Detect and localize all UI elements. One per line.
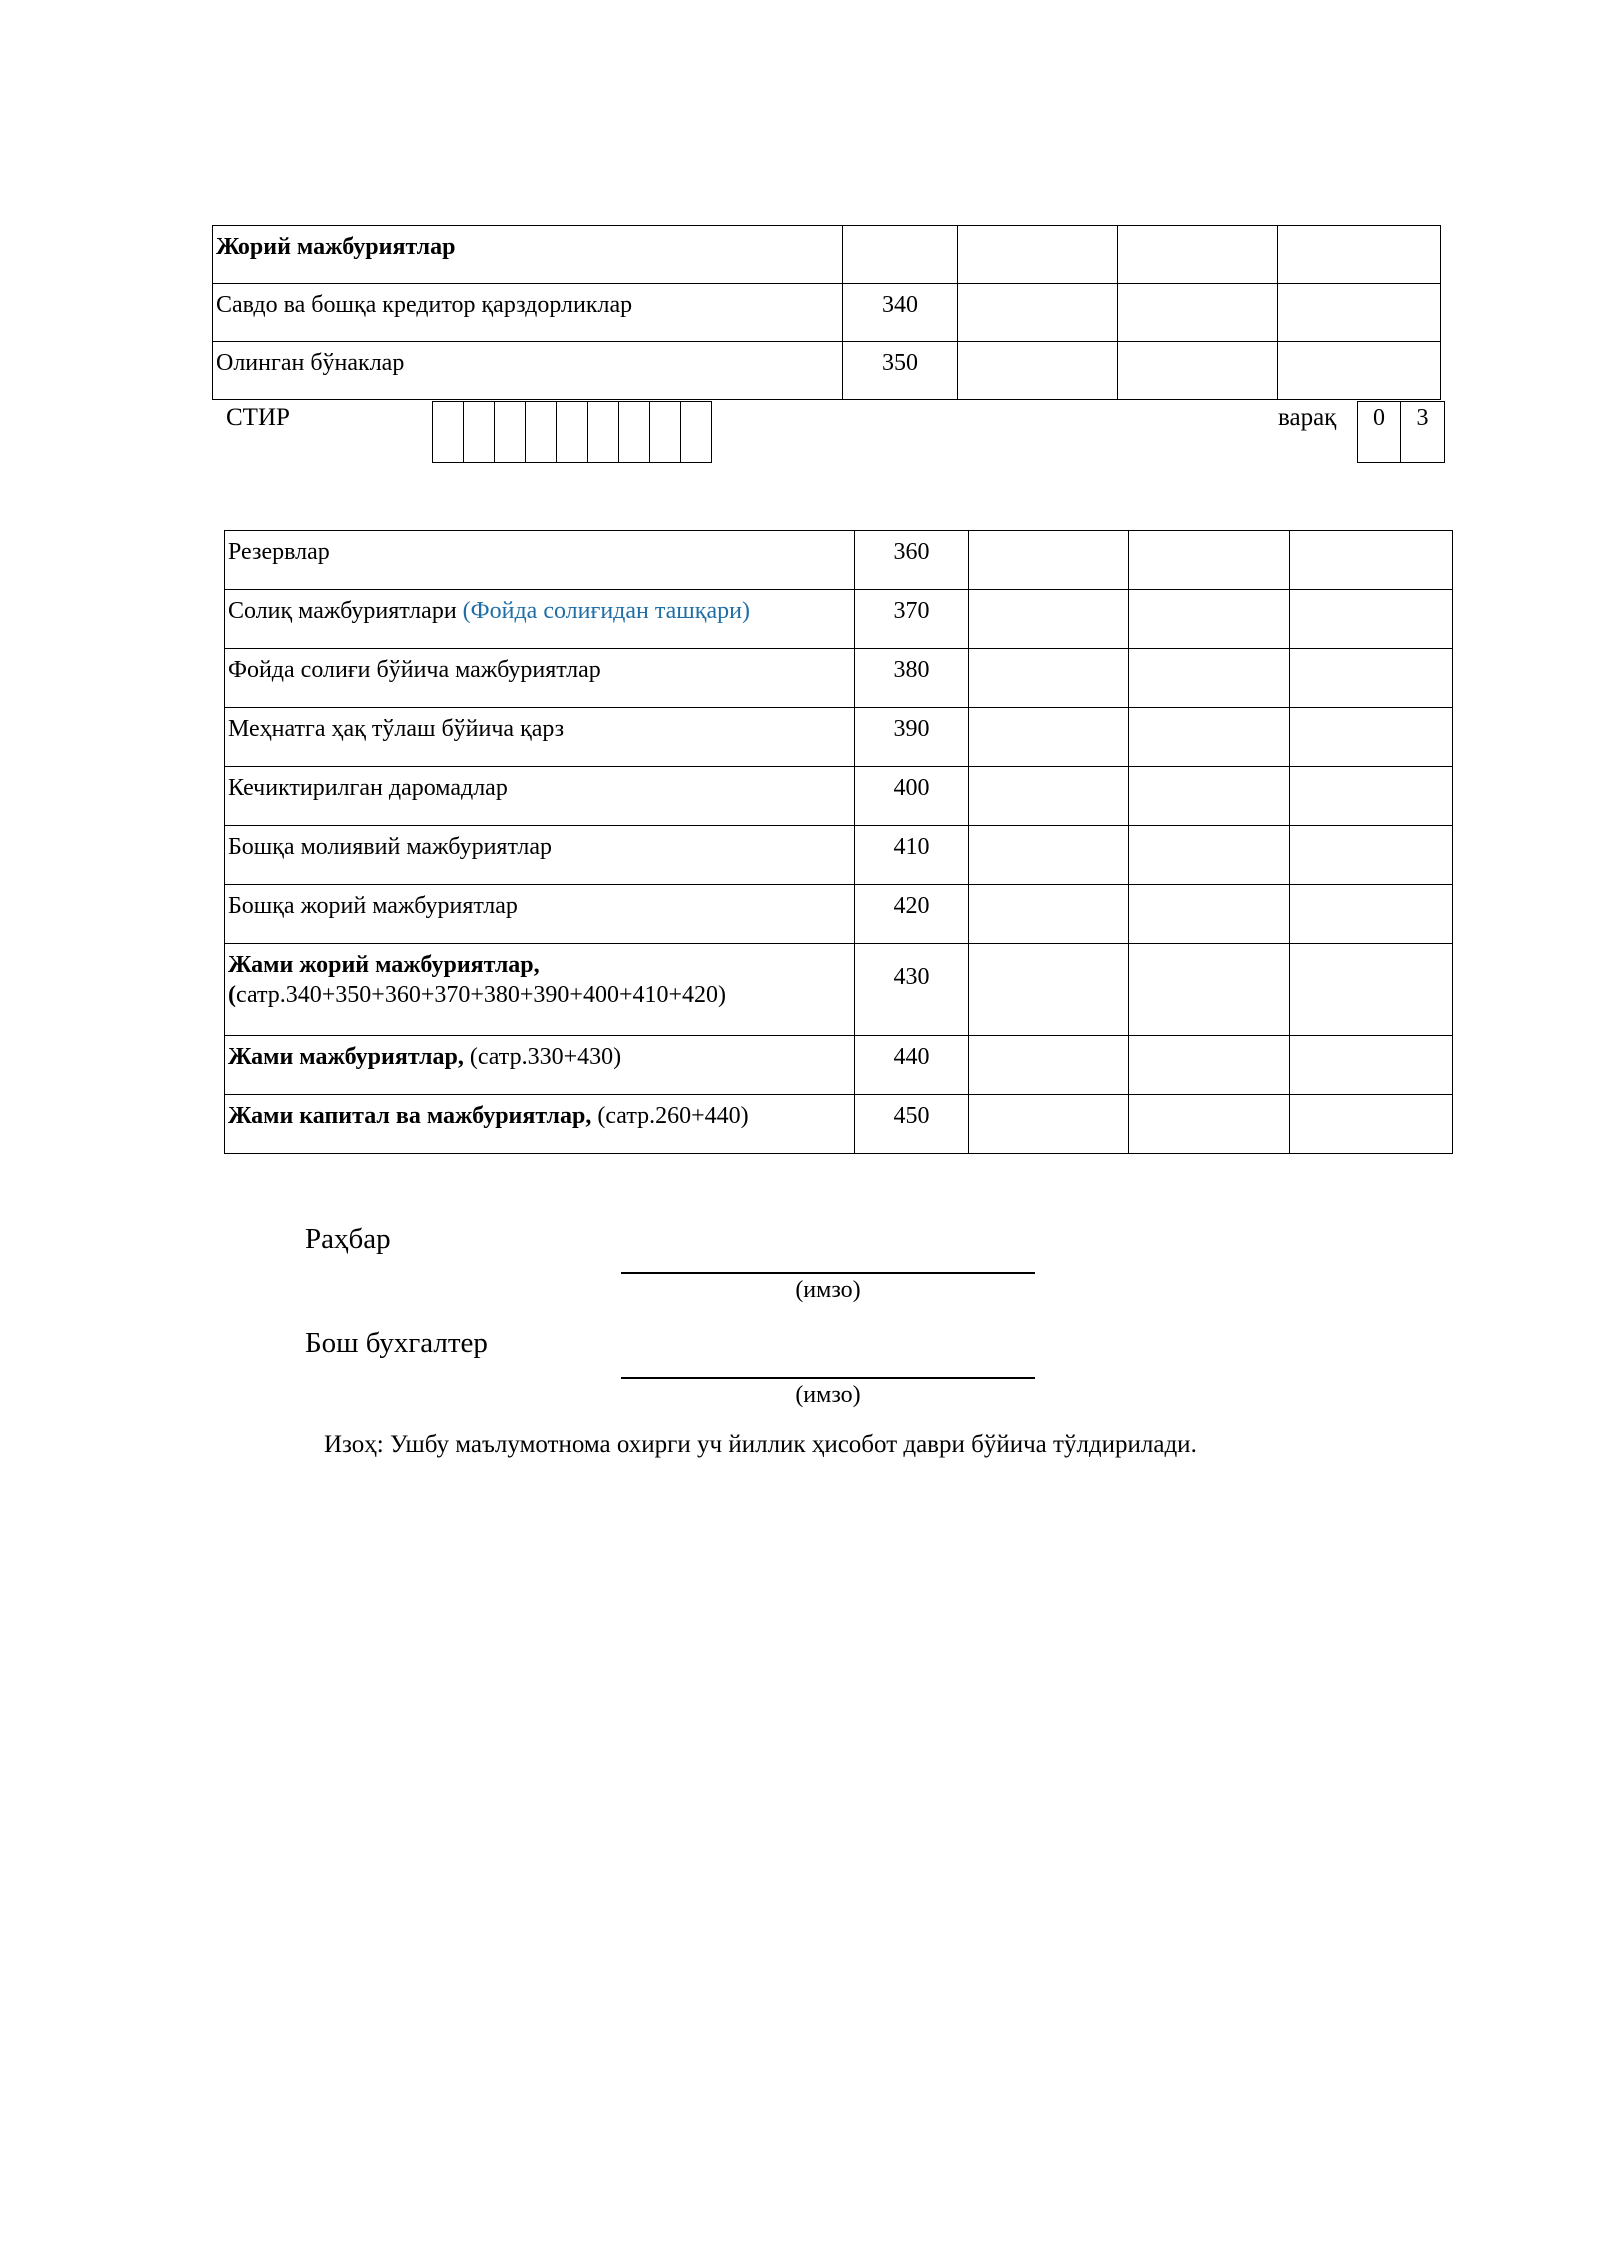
row-label-bold: Жами мажбуриятлар,: [228, 1044, 464, 1070]
table-row: [213, 342, 1441, 400]
stir-digit-box[interactable]: [557, 402, 588, 462]
row-label: Бошқа жорий мажбуриятлар: [225, 885, 855, 944]
value-cell[interactable]: [1278, 342, 1441, 400]
row-label-formula: (сатр.330+430): [463, 1044, 622, 1070]
value-cell[interactable]: [1290, 1036, 1453, 1095]
value-cell[interactable]: [958, 284, 1118, 342]
row-code: 360: [855, 531, 969, 590]
value-cell[interactable]: [1290, 708, 1453, 767]
value-cell[interactable]: [969, 531, 1129, 590]
liabilities-table-top: [212, 225, 1441, 400]
head-signature-line[interactable]: [621, 1272, 1035, 1274]
head-title: Раҳбар: [305, 1223, 391, 1255]
row-label-formula: (сатр.260+440): [591, 1103, 749, 1129]
stir-digit-box[interactable]: [681, 402, 711, 462]
accountant-title: Бош бухгалтер: [305, 1327, 488, 1359]
row-label-note: (Фойда солиғидан ташқари): [462, 598, 750, 624]
row-label: [225, 1036, 855, 1095]
table-row: [225, 708, 1453, 767]
table-row: [225, 826, 1453, 885]
value-cell[interactable]: [1129, 1036, 1290, 1095]
row-label-paren: (: [228, 982, 236, 1008]
value-cell[interactable]: [969, 590, 1129, 649]
row-label: Резервлар: [225, 531, 855, 590]
stir-digit-box[interactable]: [526, 402, 557, 462]
table-row: [225, 531, 1453, 590]
table-row: [213, 284, 1441, 342]
row-label-main: Солиқ мажбуриятлари: [228, 598, 457, 624]
table-row: [225, 1036, 1453, 1095]
row-code: 430: [855, 944, 969, 1036]
row-label: Жорий мажбуриятлар: [213, 226, 843, 284]
liabilities-table-main: [224, 530, 1453, 1154]
table-row: [225, 944, 1453, 1036]
value-cell[interactable]: [958, 226, 1118, 284]
table-row: [225, 885, 1453, 944]
value-cell[interactable]: [1278, 226, 1441, 284]
row-code: 400: [855, 767, 969, 826]
row-label-formula: сатр.340+350+360+370+380+390+400+410+420): [236, 982, 727, 1008]
value-cell[interactable]: [1290, 590, 1453, 649]
value-cell[interactable]: [1290, 826, 1453, 885]
value-cell[interactable]: [1290, 531, 1453, 590]
value-cell[interactable]: [1129, 885, 1290, 944]
value-cell[interactable]: [1129, 944, 1290, 1036]
row-label: [225, 590, 855, 649]
row-label: Фойда солиғи бўйича мажбуриятлар: [225, 649, 855, 708]
accountant-signature-caption: (имзо): [795, 1382, 861, 1408]
value-cell[interactable]: [1118, 284, 1278, 342]
value-cell[interactable]: [1290, 1095, 1453, 1154]
row-label: Олинган бўнаклар: [213, 342, 843, 400]
value-cell[interactable]: [1129, 767, 1290, 826]
value-cell[interactable]: [969, 826, 1129, 885]
row-code: 440: [855, 1036, 969, 1095]
page-digit: 3: [1416, 405, 1429, 431]
value-cell[interactable]: [1129, 1095, 1290, 1154]
row-label: [225, 1095, 855, 1154]
value-cell[interactable]: [1290, 767, 1453, 826]
stir-digit-box[interactable]: [619, 402, 650, 462]
value-cell[interactable]: [1290, 649, 1453, 708]
value-cell[interactable]: [969, 885, 1129, 944]
value-cell[interactable]: [969, 1036, 1129, 1095]
row-code: 340: [843, 284, 958, 342]
row-label-bold: Жами жорий мажбуриятлар,: [228, 952, 540, 978]
stir-digit-boxes[interactable]: [432, 401, 712, 463]
value-cell[interactable]: [969, 708, 1129, 767]
row-label: Савдо ва бошқа кредитор қарздорликлар: [213, 284, 843, 342]
accountant-signature-line[interactable]: [621, 1377, 1035, 1379]
row-label: [225, 944, 855, 1036]
row-label: Бошқа молиявий мажбуриятлар: [225, 826, 855, 885]
stir-label: СТИР: [226, 404, 290, 431]
page-number-boxes: [1357, 401, 1445, 463]
row-code: [843, 226, 958, 284]
stir-digit-box[interactable]: [495, 402, 526, 462]
row-code: 370: [855, 590, 969, 649]
row-label-bold: Жами капитал ва мажбуриятлар,: [228, 1103, 592, 1129]
row-code: 380: [855, 649, 969, 708]
value-cell[interactable]: [1290, 885, 1453, 944]
value-cell[interactable]: [1129, 649, 1290, 708]
row-code: 350: [843, 342, 958, 400]
table-row: [225, 1095, 1453, 1154]
table-row: [225, 649, 1453, 708]
table-row: [213, 226, 1441, 284]
footnote: Изоҳ: Ушбу маълумотнома охирги уч йиллик ҳисобот даври бўйича тўлдирилади.: [324, 1431, 1197, 1458]
value-cell[interactable]: [969, 649, 1129, 708]
row-label: Кечиктирилган даромадлар: [225, 767, 855, 826]
value-cell[interactable]: [969, 944, 1129, 1036]
value-cell[interactable]: [1118, 226, 1278, 284]
stir-digit-box[interactable]: [588, 402, 619, 462]
page-digit: 0: [1358, 402, 1401, 462]
stir-digit-box[interactable]: [433, 402, 464, 462]
value-cell[interactable]: [1129, 708, 1290, 767]
head-signature-caption: (имзо): [795, 1277, 861, 1303]
value-cell[interactable]: [1129, 590, 1290, 649]
value-cell[interactable]: [1129, 826, 1290, 885]
table-row: [225, 590, 1453, 649]
row-label: Меҳнатга ҳақ тўлаш бўйича қарз: [225, 708, 855, 767]
page-label: варақ: [1278, 404, 1337, 431]
table-row: [225, 767, 1453, 826]
row-code: 420: [855, 885, 969, 944]
row-code: 410: [855, 826, 969, 885]
value-cell[interactable]: [1118, 342, 1278, 400]
stir-digit-box[interactable]: [650, 402, 681, 462]
value-cell[interactable]: [1290, 944, 1453, 1036]
value-cell[interactable]: [1129, 531, 1290, 590]
row-code: 450: [855, 1095, 969, 1154]
stir-digit-box[interactable]: [464, 402, 495, 462]
row-code: 390: [855, 708, 969, 767]
value-cell[interactable]: [969, 1095, 1129, 1154]
value-cell[interactable]: [969, 767, 1129, 826]
value-cell[interactable]: [958, 342, 1118, 400]
value-cell[interactable]: [1278, 284, 1441, 342]
